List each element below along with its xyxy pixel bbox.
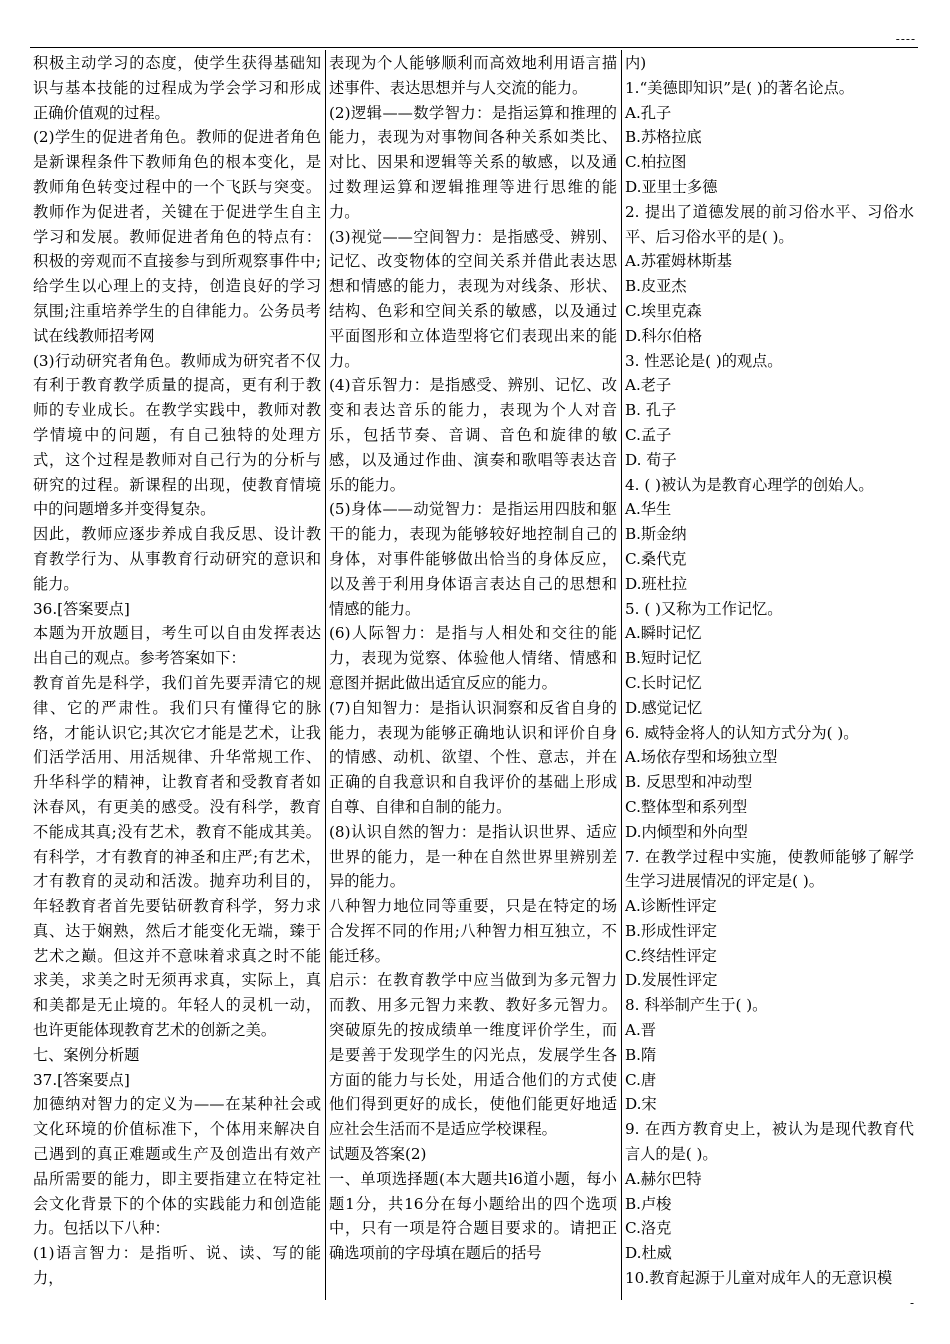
paragraph: 教育首先是科学，我们首先要弄清它的规律、它的严肃性。我们只有懂得它的脉络，才能认识它;其次它才能是艺术，让我们活学活用、用活规律、升华常规工作、升华科学的精神，让教育者和受教育者如沐春风，有更美的感受。没有科学，教育不能成其真;没有艺术，教育不能成其美。有科学，才有教育的神圣和庄严;有艺术，才有教育的灵动和活泼。抛弃功利目的，年轻教育者首先要钻研教育科学，努力求真、达于娴熟，然后才能变化无端，臻于艺术之巅。但这并不意味着求真之时不能求美，求美之时无须再求真，实际上，真和美都是无止境的。年轻人的灵机一动，也许更能体现教育艺术的创新之美。 xyxy=(33,673,321,1040)
paragraph: 一、单项选择题(本大题共l6道小题，每小题1分，共16分在每小题给出的四个选项中，只有一项是符合题目要求的。请把正确选项前的字母填在题后的括号 xyxy=(329,1169,617,1263)
paragraph: D.内倾型和外向型 xyxy=(625,822,748,841)
paragraph: A.赫尔巴特 xyxy=(625,1169,702,1188)
paragraph: 5. ( )又称为工作记忆。 xyxy=(625,599,783,618)
paragraph: C.洛克 xyxy=(625,1219,672,1238)
paragraph: C.孟子 xyxy=(625,425,672,444)
paragraph: (8)认识自然的智力：是指认识世界、适应世界的能力，是一种在自然世界里辨别差异的能力。 xyxy=(329,822,617,891)
paragraph: B.苏格拉底 xyxy=(625,128,702,147)
paragraph: D.感觉记忆 xyxy=(625,698,703,717)
paragraph: C.柏拉图 xyxy=(625,153,687,172)
paragraph: D.科尔伯格 xyxy=(625,326,703,345)
paragraph: D.班杜拉 xyxy=(625,574,688,593)
paragraph: 积极主动学习的态度，使学生获得基础知识与基本技能的过程成为学会学习和形成正确价值观的过程。 xyxy=(33,54,321,122)
paragraph: (2)学生的促进者角色。教师的促进者角色是新课程条件下教师角色的根本变化，是教师角色转变过程中的一个飞跃与突变。教师作为促进者，关键在于促进学生自主学习和发展。教师促进者角色的特点有：积极的旁观而不直接参与到所观察事件中;给学生以心理上的支持，创造良好的学习氛围;注重培养学生的自律能力。公务员考试在线教师招考网 xyxy=(33,128,321,345)
paragraph: D.杜威 xyxy=(625,1244,672,1263)
paragraph: B.皮亚杰 xyxy=(625,277,687,296)
paragraph: 3. 性恶论是( )的观点。 xyxy=(625,351,783,370)
paragraph: 37.[答案要点] xyxy=(33,1070,130,1089)
paragraph: 表现为个人能够顺利而高效地利用语言描述事件、表达思想并与人交流的能力。 xyxy=(329,54,617,97)
paragraph: D. 荀子 xyxy=(625,450,677,469)
paragraph: A.诊断性评定 xyxy=(625,897,717,916)
paragraph: 10.教育起源于儿童对成年人的无意识模 xyxy=(625,1269,893,1288)
paragraph: 4. ( )被认为是教育心理学的创始人。 xyxy=(625,475,874,494)
paragraph: B.形成性评定 xyxy=(625,921,717,940)
paragraph: A.孔子 xyxy=(625,103,672,122)
paragraph: 因此，教师应逐步养成自我反思、设计教育教学行为、从事教育行动研究的意识和能力。 xyxy=(33,525,321,593)
paragraph: 2. 提出了道德发展的前习俗水平、习俗水平、后习俗水平的是( )。 xyxy=(625,202,914,246)
column-1 xyxy=(30,50,326,1300)
paragraph: B. 反思型和冲动型 xyxy=(625,773,753,792)
paragraph: 七、案例分析题 xyxy=(33,1045,140,1064)
paragraph: D.发展性评定 xyxy=(625,971,718,990)
paragraph: A.华生 xyxy=(625,500,672,519)
paragraph: A.场依存型和场独立型 xyxy=(625,748,778,767)
paragraph: (4)音乐智力：是指感受、辨别、记忆、改变和表达音乐的能力，表现为个人对音乐，包括节奏、音调、音色和旋律的敏感，以及通过作曲、演奏和歌唱等表达音乐的能力。 xyxy=(329,376,617,494)
column-3 xyxy=(622,50,918,1300)
paragraph: A.苏霍姆林斯基 xyxy=(625,252,732,271)
paragraph: 1.“美德即知识”是( )的著名论点。 xyxy=(625,78,854,97)
paragraph: C.桑代克 xyxy=(625,549,687,568)
paragraph: (3)视觉——空间智力：是指感受、辨别、记忆、改变物体的空间关系并借此表达思想和情感的能力，表现为对线条、形状、结构、色彩和空间关系的敏感，以及通过平面图形和立体造型将它们表现出来的能力。 xyxy=(329,227,617,370)
paragraph: C.长时记忆 xyxy=(625,673,702,692)
paragraph: B. 孔子 xyxy=(625,401,677,420)
paragraph: 加德纳对智力的定义为——在某种社会或文化环境的价值标准下，个体用来解决自己遇到的真正难题或生产及创造出有效产品所需要的能力，即主要指建立在特定社会文化背景下的个体的实践能力和创造能力。包括以下八种： xyxy=(33,1095,321,1238)
paragraph: 36.[答案要点] xyxy=(33,599,130,618)
paragraph: A.瞬时记忆 xyxy=(625,624,702,643)
header-mark: ---- xyxy=(895,32,916,46)
paragraph: C.埃里克森 xyxy=(625,301,702,320)
paragraph: 9. 在西方教育史上，被认为是现代教育代言人的是( )。 xyxy=(625,1120,914,1164)
paragraph: 试题及答案(2) xyxy=(329,1145,427,1164)
paragraph: 7. 在教学过程中实施，使教师能够了解学生学习进展情况的评定是( )。 xyxy=(625,847,914,891)
paragraph: 内) xyxy=(625,54,647,72)
paragraph: (1)语言智力：是指听、说、读、写的能力， xyxy=(33,1244,321,1288)
paragraph: 6. 威特金将人的认知方式分为( )。 xyxy=(625,723,859,742)
paragraph: (3)行动研究者角色。教师成为研究者不仅有利于教育教学质量的提高，更有利于教师的专业成长。在教学实践中，教师对教学情境中的问题，有自己独特的处理方式，这个过程是教师对自己行为的分析与研究的过程。新课程的出现，使教育情境中的问题增多并变得复杂。 xyxy=(33,351,321,519)
paragraph: D.亚里士多德 xyxy=(625,177,718,196)
paragraph: (7)自知智力：是指认识洞察和反省自身的能力，表现为能够正确地认识和评价自身的情感、动机、欲望、个性、意志，并在正确的自我意识和自我评价的基础上形成自尊、自律和自制的能力。 xyxy=(329,698,617,816)
paragraph: A.晋 xyxy=(625,1021,656,1040)
footer-mark: - xyxy=(909,1296,914,1310)
paragraph: 八种智力地位同等重要，只是在特定的场合发挥不同的作用;八种智力相互独立，不能迁移。 xyxy=(329,897,617,965)
paragraph: B.斯金纳 xyxy=(625,525,687,544)
paragraph: 本题为开放题目，考生可以自由发挥表达出自己的观点。参考答案如下： xyxy=(33,624,321,668)
header-rule xyxy=(30,47,918,48)
paragraph: C.整体型和系列型 xyxy=(625,797,748,816)
paragraph: A.老子 xyxy=(625,376,672,395)
paragraph: (6)人际智力：是指与人相处和交往的能力，表现为觉察、体验他人情绪、情感和意图并据此做出适宜反应的能力。 xyxy=(329,624,617,692)
page-columns xyxy=(30,50,918,1300)
paragraph: (2)逻辑——数学智力：是指运算和推理的能力，表现为对事物间各种关系如类比、对比、因果和逻辑等关系的敏感，以及通过数理运算和逻辑推理等进行思维的能力。 xyxy=(329,103,617,221)
paragraph: D.宋 xyxy=(625,1095,657,1114)
paragraph: B.卢梭 xyxy=(625,1194,672,1213)
paragraph: B.短时记忆 xyxy=(625,649,702,668)
paragraph: (5)身体——动觉智力：是指运用四肢和躯干的能力，表现为能够较好地控制自己的身体，对事件能够做出恰当的身体反应，以及善于利用身体语言表达自己的思想和情感的能力。 xyxy=(329,500,617,618)
paragraph: 8. 科举制产生于( )。 xyxy=(625,996,768,1015)
paragraph: C.唐 xyxy=(625,1070,657,1089)
paragraph: B.隋 xyxy=(625,1045,657,1064)
paragraph: 启示：在教育教学中应当做到为多元智力而教、用多元智力来教、教好多元智力。突破原先的按成绩单一维度评价学生，而是要善于发现学生的闪光点，发展学生各方面的能力与长处，用适合他们的方式使他们得到更好的成长，使他们能更好地适应社会生活而不是适应学校课程。 xyxy=(329,971,617,1139)
column-2 xyxy=(326,50,622,1300)
paragraph: C.终结性评定 xyxy=(625,946,717,965)
